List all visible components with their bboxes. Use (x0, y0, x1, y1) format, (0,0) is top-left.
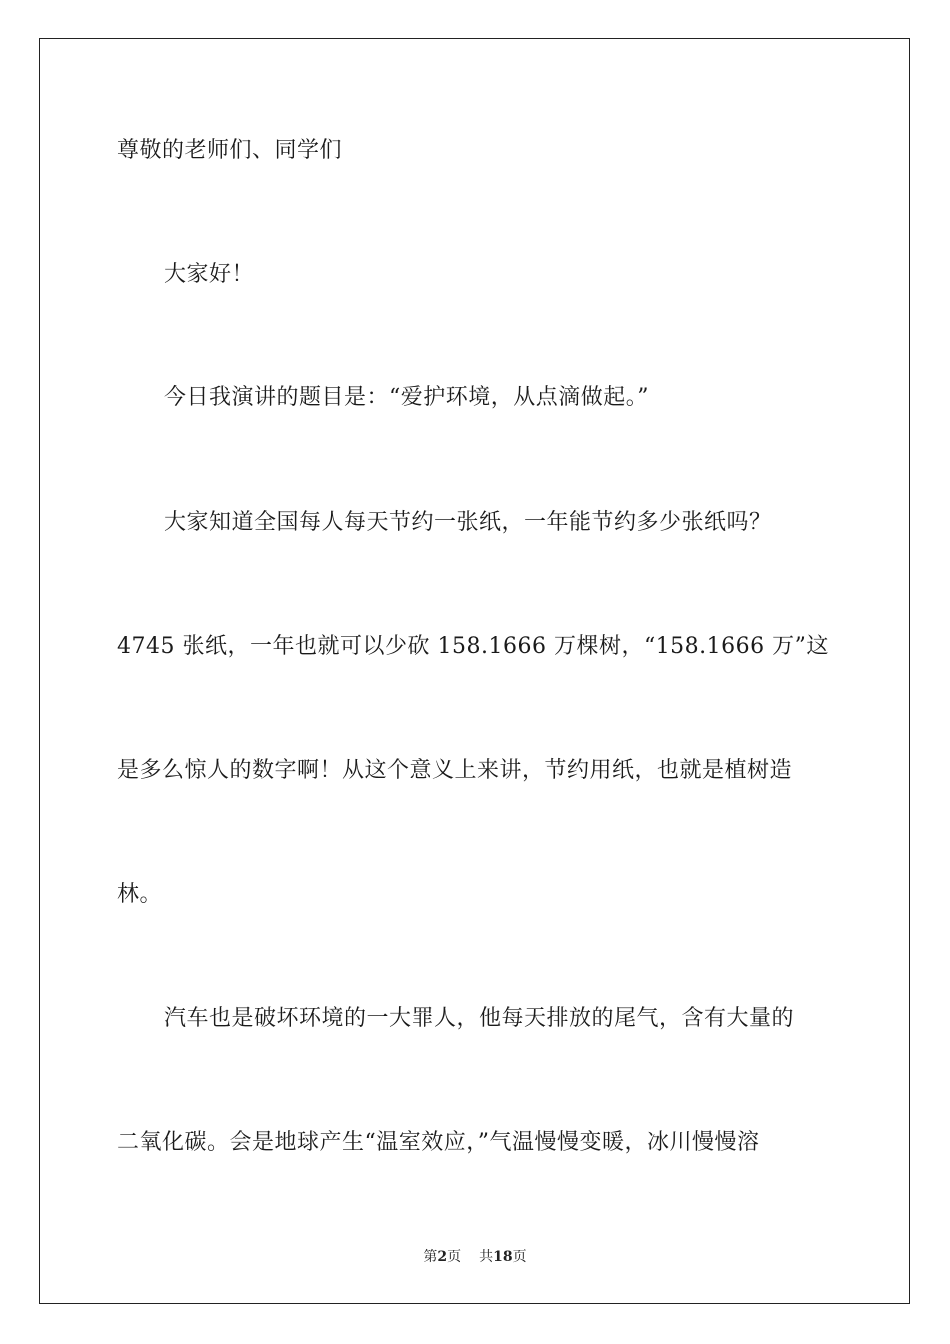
greeting-line: 大家好！ (164, 262, 255, 287)
paragraph-line: 是多么惊人的数字啊！从这个意义上来讲，节约用纸，也就是植树造 (117, 758, 793, 783)
paragraph-line: 汽车也是破坏环境的一大罪人，他每天排放的尾气，含有大量的 (164, 1006, 795, 1031)
page-border (39, 38, 910, 1304)
page-indicator: 第2页 (423, 1249, 462, 1265)
paragraph-line: 林。 (117, 882, 163, 907)
page-footer (0, 1247, 950, 1267)
paragraph-line: 4745 张纸，一年也就可以少砍 158.1666 万棵树，“158.1666 万”这 (117, 634, 829, 659)
salutation-line: 尊敬的老师们、同学们 (117, 138, 343, 163)
topic-line: 今日我演讲的题目是：“爱护环境，从点滴做起。” (164, 385, 649, 410)
paragraph-line: 二氧化碳。会是地球产生“温室效应，”气温慢慢变暖，冰川慢慢溶 (117, 1130, 760, 1155)
paragraph-line: 大家知道全国每人每天节约一张纸，一年能节约多少张纸吗？ (164, 510, 772, 535)
total-pages-indicator: 共18页 (479, 1249, 527, 1265)
